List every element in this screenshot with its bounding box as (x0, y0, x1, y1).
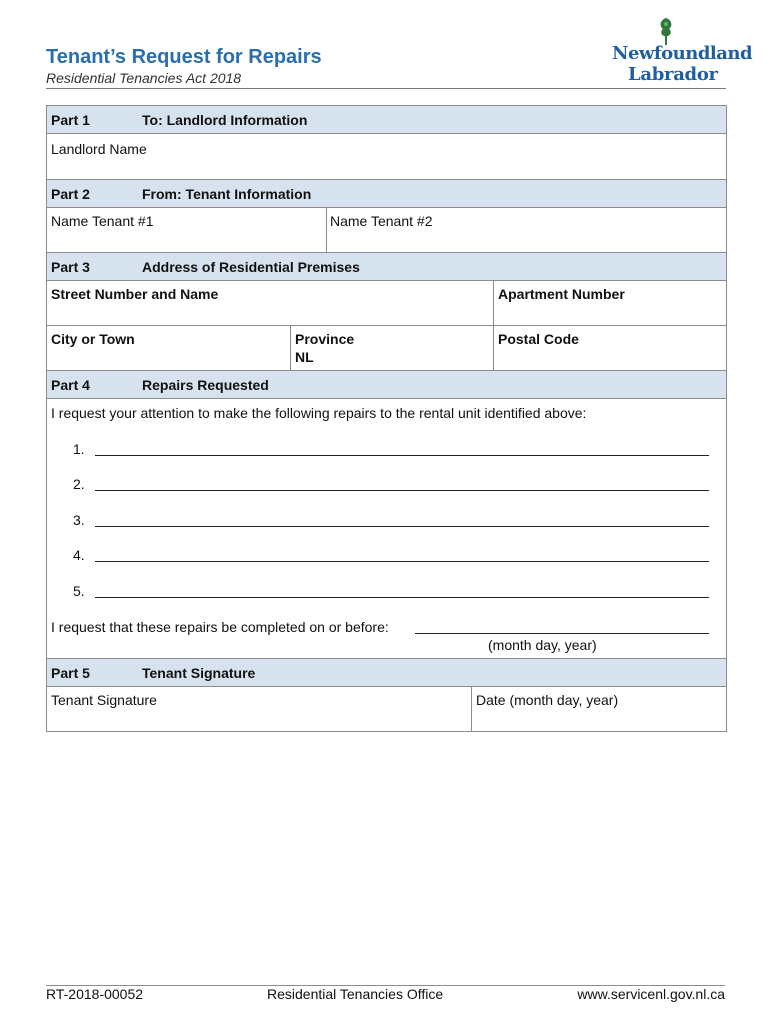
deadline-hint: (month day, year) (488, 637, 597, 653)
part1-number: Part 1 (51, 112, 90, 128)
city-row (47, 325, 726, 370)
form-id: RT-2018-00052 (46, 986, 144, 1002)
repair-item-4-line[interactable] (95, 547, 709, 562)
street-label: Street Number and Name (51, 286, 219, 302)
province-value: NL (295, 349, 314, 365)
landlord-name-label: Landlord Name (51, 141, 147, 157)
deadline-date-line[interactable] (415, 619, 709, 634)
province-label: Province (295, 331, 355, 347)
street-field[interactable] (47, 280, 493, 325)
logo-line-1: Newfoundland (612, 43, 753, 64)
tenant1-name-field[interactable] (47, 207, 326, 252)
signature-date-label: Date (month day, year) (476, 692, 619, 708)
repair-item-number: 4. (73, 547, 85, 563)
office-name: Residential Tenancies Office (267, 986, 444, 1002)
landlord-name-field[interactable] (47, 134, 726, 179)
repair-item-number: 3. (73, 512, 85, 528)
tenant1-name-label: Name Tenant #1 (51, 213, 154, 229)
part2-number: Part 2 (51, 186, 90, 202)
apartment-label: Apartment Number (498, 286, 625, 302)
apartment-field[interactable] (494, 280, 726, 325)
part3-header (47, 252, 726, 281)
website-link[interactable]: www.servicenl.gov.nl.ca (577, 986, 725, 1002)
signature-label: Tenant Signature (51, 692, 157, 708)
postal-code-label: Postal Code (498, 331, 579, 347)
repair-item-2-line[interactable] (95, 476, 709, 491)
city-label: City or Town (51, 331, 135, 347)
repair-request-form (46, 105, 727, 732)
signature-field[interactable] (47, 686, 471, 731)
part4-number: Part 4 (51, 377, 90, 393)
page-title: Tenant’s Request for Repairs (46, 46, 322, 68)
deadline-text: I request that these repairs be completed on or before: (51, 619, 389, 635)
signature-row (47, 686, 726, 731)
tenant-names-row (47, 207, 726, 252)
part4-title: Repairs Requested (142, 377, 269, 393)
newfoundland-labrador-logo (606, 16, 753, 86)
header-divider (46, 88, 726, 89)
part2-title: From: Tenant Information (142, 186, 312, 202)
tenant2-name-field[interactable] (327, 207, 726, 252)
city-field[interactable] (47, 325, 290, 370)
part1-header (47, 106, 726, 134)
repairs-intro-text: I request your attention to make the following repairs to the rental unit identified above: (51, 405, 587, 421)
part3-number: Part 3 (51, 259, 90, 275)
part5-title: Tenant Signature (142, 665, 256, 681)
repair-item-3-line[interactable] (95, 512, 709, 527)
signature-date-field[interactable] (472, 686, 726, 731)
province-field (291, 325, 493, 370)
pitcher-plant-icon (654, 16, 678, 46)
part5-header (47, 658, 726, 687)
part5-number: Part 5 (51, 665, 90, 681)
part3-title: Address of Residential Premises (142, 259, 360, 275)
street-row (47, 280, 726, 325)
repair-item-5-line[interactable] (95, 583, 709, 598)
repair-item-number: 1. (73, 441, 85, 457)
repair-item-1-line[interactable] (95, 441, 709, 456)
postal-code-field[interactable] (494, 325, 726, 370)
part2-header (47, 179, 726, 208)
page-footer (46, 985, 725, 1016)
repair-item-number: 2. (73, 476, 85, 492)
tenant2-name-label: Name Tenant #2 (330, 213, 433, 229)
part1-title: To: Landlord Information (142, 112, 308, 128)
repair-item-number: 5. (73, 583, 85, 599)
part4-header (47, 370, 726, 399)
logo-line-2: Labrador (628, 64, 718, 85)
page-subtitle: Residential Tenancies Act 2018 (46, 70, 242, 86)
